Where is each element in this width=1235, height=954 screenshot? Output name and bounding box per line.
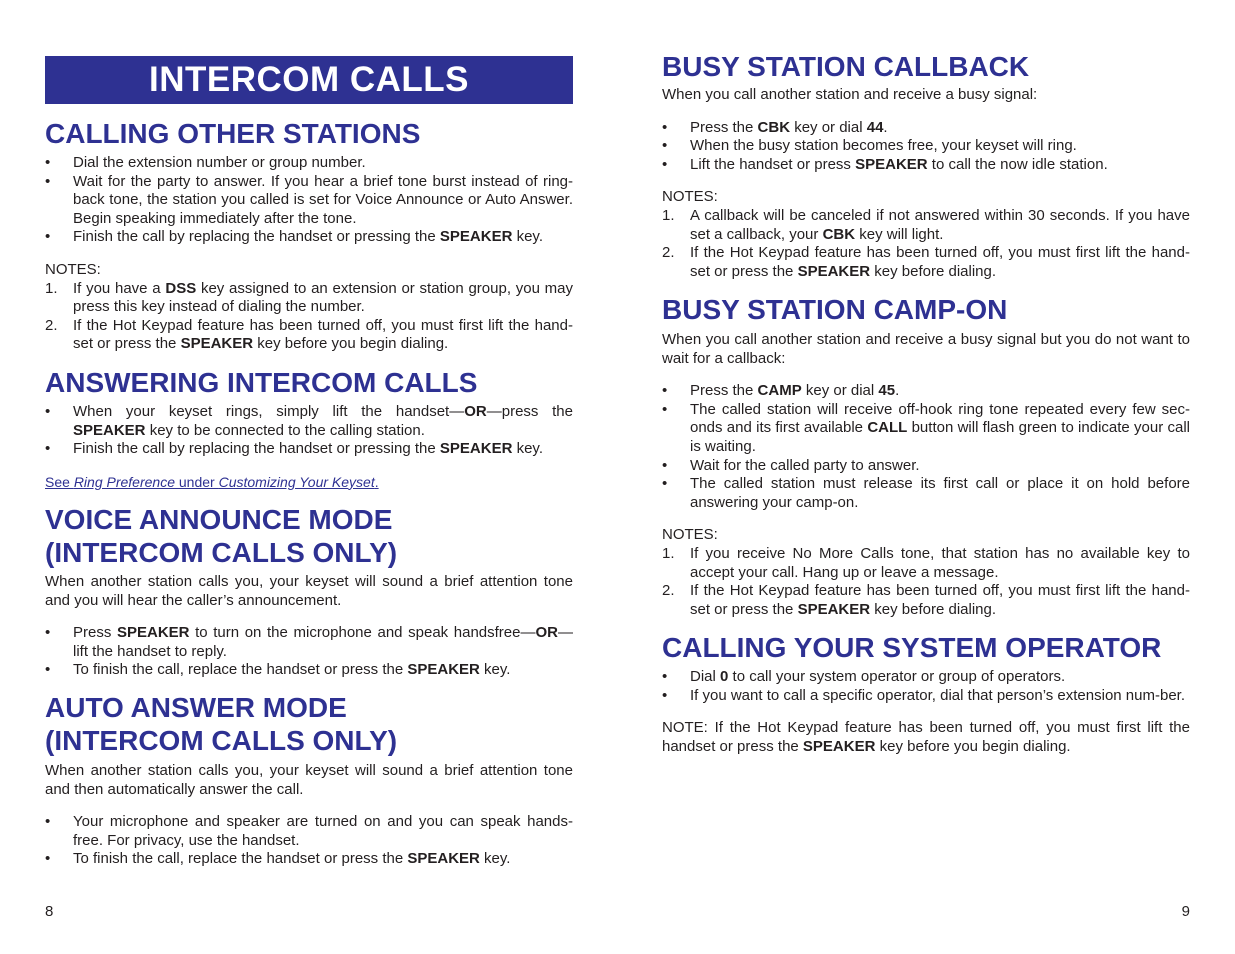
note-item: 2. If the Hot Keypad feature has been turned off, you must first lift the hand-set or press the SPEAKER key before you begin dialing.	[45, 316, 573, 353]
intro-text: When you call another station and receive a busy signal but you do not want to wait for a callback:	[662, 331, 1190, 367]
list-item: • Your microphone and speaker are turned on and you can speak hands-free. For privacy, use the handset.	[45, 813, 573, 849]
heading-voice-announce-mode: VOICE ANNOUNCE MODE (INTERCOM CALLS ONLY)	[45, 504, 398, 568]
list-item: • When your keyset rings, simply lift the handset—OR—press the SPEAKER key to be connected to the calling station.	[45, 403, 573, 439]
intro-text: When another station calls you, your keyset will sound a brief attention tone and you will hear the caller’s announcement.	[45, 573, 573, 609]
page-title-banner: INTERCOM CALLS	[45, 56, 573, 104]
list-item: • When the busy station becomes free, your keyset will ring.	[662, 137, 1077, 155]
list-item: • The called station will receive off-hook ring tone repeated every few sec-onds and its first available CALL button will flash green to indicate your call is waiting.	[662, 400, 1190, 455]
heading-busy-station-callback: BUSY STATION CALLBACK	[662, 51, 1030, 82]
heading-answering-intercom-calls: ANSWERING INTERCOM CALLS	[45, 367, 478, 398]
list-item: • Finish the call by replacing the handset or pressing the SPEAKER key.	[45, 228, 543, 246]
list-item: • Dial 0 to call your system operator or group of operators.	[662, 668, 1066, 685]
note-text: NOTE: If the Hot Keypad feature has been turned off, you must first lift the handset or press the SPEAKER key before you begin dialing.	[662, 719, 1190, 755]
heading-busy-station-camp-on: BUSY STATION CAMP-ON	[662, 294, 1008, 325]
section-busy-station-camp-on	[662, 331, 1190, 619]
note-item: 2. If the Hot Keypad feature has been turned off, you must first lift the hand-set or press the SPEAKER key before dialing.	[662, 244, 1190, 280]
note-item: 1. If you have a DSS key assigned to an extension or station group, you may press this key instead of dialing the number.	[45, 279, 573, 316]
notes-label: NOTES:	[662, 188, 718, 206]
intro-text: When you call another station and receive a busy signal:	[662, 86, 1038, 103]
list-item: • If you want to call a specific operator, dial that person’s extension num-ber.	[662, 686, 1185, 704]
page-number: 9	[1181, 903, 1190, 920]
list-item: • Wait for the party to answer. If you hear a brief tone burst instead of ring-back tone, the station you called is set for Voice Announce or Auto Answer. Begin speaking immediately after the tone.	[45, 172, 573, 227]
notes-label: NOTES:	[45, 260, 101, 278]
list-item: • To finish the call, replace the handset or press the SPEAKER key.	[45, 661, 511, 679]
list-item: • Lift the handset or press SPEAKER to call the now idle station.	[662, 155, 1108, 173]
list-item: • Finish the call by replacing the handset or pressing the SPEAKER key.	[45, 440, 543, 458]
section-calling-other-stations	[45, 154, 573, 354]
list-item: • Press SPEAKER to turn on the microphone and speak handsfree—OR— lift the handset to reply.	[45, 624, 573, 660]
section-busy-station-callback	[662, 86, 1190, 281]
list-item: • Press the CAMP key or dial 45.	[662, 382, 900, 400]
note-item: 1. A callback will be canceled if not answered within 30 seconds. If you have set a callback, your CBK key will light.	[662, 206, 1190, 243]
intro-text: When another station calls you, your keyset will sound a brief attention tone and then automatically answer the call.	[45, 762, 573, 798]
list-item: • Dial the extension number or group number.	[45, 154, 366, 171]
section-answering-intercom-calls	[45, 403, 573, 491]
section-calling-your-system-operator	[662, 668, 1190, 756]
section-voice-announce-mode	[45, 573, 573, 680]
list-item: • The called station must release its first call or place it on hold before answering your camp-on.	[662, 475, 1190, 511]
see-ring-preference-link[interactable]: See Ring Preference under Customizing Your Keyset.	[45, 473, 379, 490]
list-item: • To finish the call, replace the handset or press the SPEAKER key.	[45, 850, 511, 868]
heading-auto-answer-mode: AUTO ANSWER MODE (INTERCOM CALLS ONLY)	[45, 692, 398, 756]
list-item: • Wait for the called party to answer.	[662, 456, 920, 474]
heading-calling-other-stations: CALLING OTHER STATIONS	[45, 118, 421, 149]
heading-calling-your-system-operator: CALLING YOUR SYSTEM OPERATOR	[662, 632, 1162, 663]
page-number: 8	[45, 903, 54, 920]
list-item: • Press the CBK key or dial 44.	[662, 118, 888, 136]
note-item: 2. If the Hot Keypad feature has been turned off, you must first lift the hand-set or press the SPEAKER key before dialing.	[662, 582, 1190, 618]
notes-label: NOTES:	[662, 526, 718, 544]
note-item: 1. If you receive No More Calls tone, that station has no available key to accept your call. Hang up or leave a message.	[662, 544, 1190, 581]
section-auto-answer-mode	[45, 762, 573, 869]
